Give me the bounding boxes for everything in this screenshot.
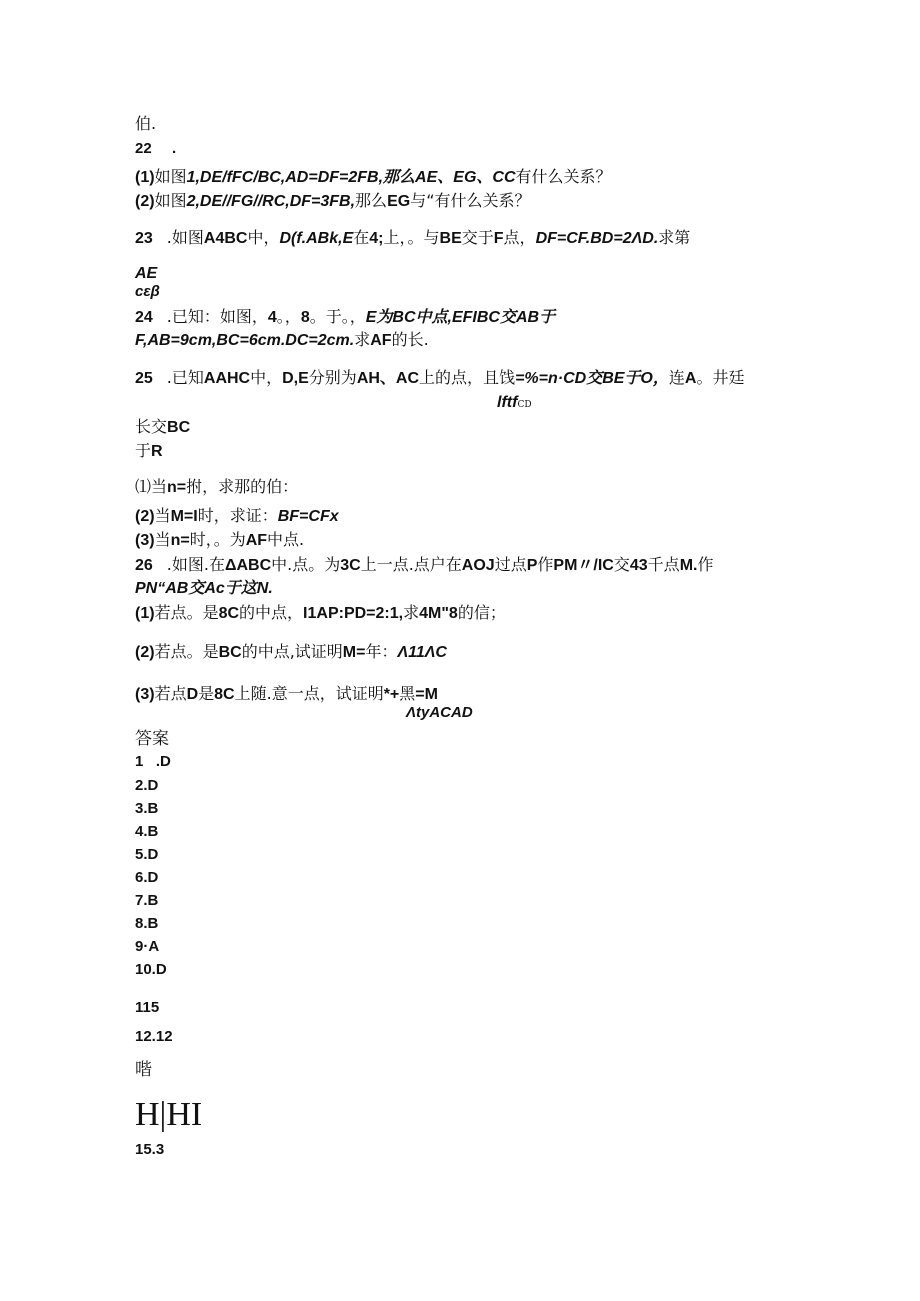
t: 8 — [300, 309, 310, 326]
t: I1AP:PD=2:1, — [303, 605, 404, 622]
answer-13: 喈 — [135, 1060, 152, 1080]
t: .已知：如图， — [166, 307, 268, 326]
t: n= — [170, 532, 190, 549]
t: 中， — [247, 228, 280, 247]
t: (2) — [135, 644, 155, 661]
t: (1) — [135, 605, 155, 622]
t: 3C — [340, 557, 361, 574]
t: ⑴当 — [135, 477, 168, 496]
line-16 — [135, 506, 339, 527]
line-19: PN“AB交Ac于这N. — [135, 580, 273, 597]
line-05 — [135, 191, 530, 212]
answer-15: 15.3 — [135, 1141, 165, 1158]
line-17 — [135, 530, 304, 551]
t: 的中点， — [239, 603, 304, 622]
t: D — [186, 686, 199, 703]
t: (3) — [135, 686, 155, 703]
t: D,E — [282, 370, 309, 387]
t: 时，求证： — [197, 506, 278, 525]
t: AOJ — [461, 557, 495, 574]
t: 长交 — [135, 417, 168, 436]
line-23: ΛtyACAD — [406, 704, 473, 721]
t: 若点 — [154, 684, 187, 703]
t: 作 — [697, 555, 714, 574]
t: 黑 — [399, 684, 416, 703]
t: 8C — [218, 605, 240, 622]
t: 如图 — [154, 191, 187, 210]
t: 点， — [503, 228, 536, 247]
t: 上一点.点户在 — [360, 555, 462, 574]
t: 时，。为 — [189, 530, 246, 549]
t: BE — [439, 230, 462, 247]
line-21 — [135, 642, 447, 663]
answer-9: 9·A — [135, 938, 160, 955]
answer-2: 2.D — [135, 777, 159, 794]
t: M. — [679, 557, 698, 574]
t: 是 — [198, 684, 215, 703]
line-13 — [135, 417, 190, 438]
answers-title: 答案 — [135, 729, 169, 749]
answer-14: H|HI — [135, 1096, 203, 1133]
line-15 — [135, 477, 298, 498]
t: 交于 — [461, 228, 494, 247]
t: 当 — [154, 530, 171, 549]
t: =%=n·CD交BE于O， — [515, 370, 669, 387]
line-04 — [135, 167, 612, 188]
answer-5: 5.D — [135, 846, 159, 863]
t: 当 — [154, 506, 171, 525]
t: 有什么关系？ — [515, 167, 612, 186]
t: 中， — [250, 368, 283, 387]
t: 1,DE/fFC/BC,AD=DF=2FB,那么AE、EG、CC — [186, 169, 516, 186]
t: BC — [167, 419, 191, 436]
t: 。， — [276, 307, 301, 326]
line-12 — [497, 392, 532, 415]
t: 2,DE//FG//RC,DF=3FB, — [186, 193, 356, 210]
answer-4: 4.B — [135, 823, 159, 840]
answer-7: 7.B — [135, 892, 159, 909]
t: 求第 — [658, 228, 691, 247]
t: E为BC中点,EFIBC交AB于 — [365, 309, 556, 326]
t: 连 — [668, 368, 685, 387]
t: 求 — [403, 603, 420, 622]
line-07: AE — [135, 265, 158, 282]
t: 与“有什么关系？ — [410, 191, 531, 210]
t: BF=CFx — [277, 508, 339, 525]
t: 4M"8 — [419, 605, 458, 622]
t: 上随.意一点，试证明 — [234, 684, 384, 703]
line-20 — [135, 603, 506, 624]
t: 年： — [365, 642, 398, 661]
t: 上，。与 — [383, 228, 440, 247]
t: 25 — [135, 370, 153, 387]
t: 如图 — [154, 167, 187, 186]
t: (2) — [135, 508, 155, 525]
t: 4 — [267, 309, 277, 326]
answer-6: 6.D — [135, 869, 159, 886]
t: 中.点。为 — [271, 555, 341, 574]
t: 那么 — [355, 191, 388, 210]
t: 拊，求那的伯： — [186, 477, 299, 496]
t: 24 — [135, 309, 153, 326]
answer-12: 12.12 — [135, 1028, 173, 1045]
line-10 — [135, 330, 429, 351]
t: 26 — [135, 557, 153, 574]
t: (2) — [135, 193, 155, 210]
t: 千点 — [647, 555, 680, 574]
t: M= — [342, 644, 366, 661]
t: BC — [218, 644, 242, 661]
t: 8C — [214, 686, 235, 703]
line-11 — [135, 368, 744, 389]
t: DF=CF.BD=2ΛD. — [535, 230, 659, 247]
t: 的中点,试证明 — [241, 642, 343, 661]
t: 在 — [353, 228, 370, 247]
line-01: 伯. — [135, 114, 157, 133]
t: 交 — [613, 555, 630, 574]
t: F — [493, 230, 504, 247]
t: 的信； — [457, 603, 506, 622]
line-06 — [135, 228, 690, 249]
line-03: . — [172, 140, 177, 157]
t: 中点. — [267, 530, 305, 549]
line-22 — [135, 684, 438, 705]
t: D(f.ABk,E — [279, 230, 354, 247]
t: 分别为 — [308, 368, 357, 387]
t: 于 — [135, 441, 152, 460]
t: PM〃/IC — [553, 557, 614, 574]
line-09 — [135, 307, 555, 328]
t: (3) — [135, 532, 155, 549]
t: R — [151, 443, 163, 460]
t: 。井廷 — [696, 368, 745, 387]
t: 上的点，且饯 — [419, 368, 516, 387]
t: 求 — [354, 330, 371, 349]
t: AH、AC — [356, 370, 420, 387]
t: 作 — [537, 555, 554, 574]
answer-8: 8.B — [135, 915, 159, 932]
t: *+ — [383, 686, 400, 703]
line-08: cεβ — [135, 283, 160, 300]
answer-1: 1 .D — [135, 753, 171, 770]
t: .已知 — [166, 368, 204, 387]
t: lftf — [497, 394, 518, 411]
answer-3: 3.B — [135, 800, 159, 817]
t: =M — [415, 686, 438, 703]
t: 若点。是 — [154, 603, 219, 622]
t: 23 — [135, 230, 153, 247]
t: AAHC — [203, 370, 251, 387]
t: F,AB=9cm,BC=6cm.DC=2cm. — [135, 332, 355, 349]
t: 4; — [369, 230, 384, 247]
t: 的长. — [391, 330, 429, 349]
t: M=I — [170, 508, 198, 525]
t: P — [526, 557, 538, 574]
t: 过点 — [494, 555, 527, 574]
t: n= — [167, 479, 187, 496]
t: AF — [370, 332, 392, 349]
line-18 — [135, 555, 713, 576]
t: (1) — [135, 169, 155, 186]
answer-10: 10.D — [135, 961, 167, 978]
line-14 — [135, 441, 163, 462]
t: 若点。是 — [154, 642, 219, 661]
t: Λ11ΛC — [397, 644, 447, 661]
answer-11: 115 — [135, 999, 160, 1016]
t: ΔABC — [224, 557, 272, 574]
t: CD — [517, 400, 532, 410]
t: A — [684, 370, 697, 387]
t: EG — [387, 193, 411, 210]
t: AF — [245, 532, 268, 549]
t: A4BC — [203, 230, 248, 247]
line-02: 22 — [135, 140, 152, 157]
t: 。于。， — [309, 307, 366, 326]
t: .如图 — [166, 228, 204, 247]
t: .如图.在 — [166, 555, 225, 574]
t: 43 — [629, 557, 648, 574]
